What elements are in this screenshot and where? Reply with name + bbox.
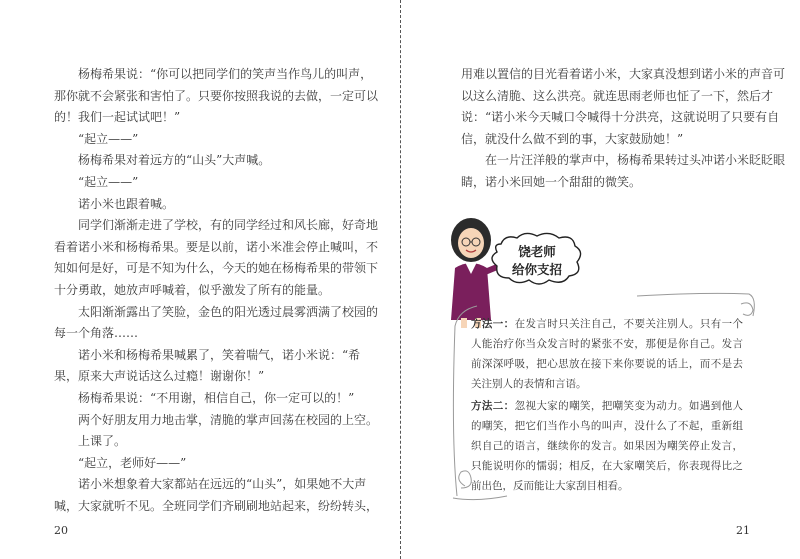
text-line: 喊，大家就听不见。全班同学们齐刷刷地站起来，纷纷转头， xyxy=(54,498,379,513)
method-one-label: 方法一： xyxy=(471,318,515,330)
text-line: “起立，老师好——” xyxy=(78,455,187,470)
right-page-body xyxy=(461,64,786,194)
text-line: 每一个角落…… xyxy=(54,326,139,341)
text-line: 两个好朋友用力地击掌，清脆的掌声回荡在校园的上空。 xyxy=(78,412,379,427)
text-line: 杨梅希果说：“不用谢，相信自己，你一定可以的！” xyxy=(78,390,355,405)
text-line: 太阳渐渐露出了笑脸，金色的阳光透过晨雾洒满了校园的 xyxy=(78,304,379,319)
right-page xyxy=(401,0,800,559)
text-line: 看着诺小米和杨梅希果。要是以前，诺小米准会停止喊叫，不 xyxy=(54,239,379,254)
text-line: 诺小米也跟着喊。 xyxy=(78,196,175,211)
left-page-number: 20 xyxy=(54,524,68,537)
text-line: 在一片汪洋般的掌声中，杨梅希果转过头冲诺小米眨眨眼 xyxy=(485,153,786,168)
text-line: 用难以置信的目光看着诺小米，大家真没想到诺小米的声音可 xyxy=(461,67,786,81)
method-two-text: 忽视大家的嘲笑，把嘲笑变为动力。如遇到他人的嘲笑，把它们当作小鸟的叫声，没什么了不起，重新组织自己的语言，继续你的发言。如果因为嘲笑停止发言，只能说明你的懦弱；相反，在大家嘲笑后，你表现得比之前出色，反而能让大家刮目相看。 xyxy=(471,400,744,492)
text-line: 同学们渐渐走进了学校，有的同学经过和风长廊，好奇地 xyxy=(78,218,379,233)
right-page-number: 21 xyxy=(736,524,750,537)
left-page-body xyxy=(54,64,379,517)
text-line: 上课了。 xyxy=(78,434,127,449)
text-line: 的！我们一起试试吧！” xyxy=(54,110,181,125)
text-line: 十分勇敢，她放声呼喊着，似乎激发了所有的能量。 xyxy=(54,282,331,297)
text-line: 杨梅希果说：“你可以把同学们的笑声当作鸟儿的叫声， xyxy=(78,67,373,81)
text-line: 杨梅希果对着远方的“山头”大声喊。 xyxy=(78,153,271,168)
text-line: 诺小米想象着大家都站在远远的“山头”，如果她不大声 xyxy=(78,477,367,492)
method-two-label: 方法二： xyxy=(471,400,515,412)
text-line: 信，就没什么做不到的事，大家鼓励她！” xyxy=(461,131,684,146)
text-line: 果，原来大声说话这么过瘾！谢谢你！” xyxy=(54,369,265,384)
tips-speech-bubble xyxy=(487,230,587,290)
method-one-text: 在发言时只关注自己，不要关注别人。只有一个人能治疗你当众发言时的紧张不安，那便是你自己。发言前深深呼吸，把心思放在接下来你要说的话上，而不是去关注别人的表情和言语。 xyxy=(471,318,744,390)
text-line: 那你就不会紧张和害怕了。只要你按照我说的去做，一定可以 xyxy=(54,88,379,103)
text-line: 知如何是好，可是不知为什么，今天的她在杨梅希果的带领下 xyxy=(54,261,379,276)
tips-methods xyxy=(471,314,743,498)
method-two xyxy=(471,396,743,496)
method-one xyxy=(471,314,743,394)
text-line: “起立——” xyxy=(78,131,139,146)
text-line: 睛，诺小米回她一个甜甜的微笑。 xyxy=(461,174,642,189)
text-line: 说：“诺小米今天喊口令喊得十分洪亮，这就说明了只要有自 xyxy=(461,110,780,125)
text-line: “起立——” xyxy=(78,174,139,189)
text-line: 以这么清脆、这么洪亮。就连思雨老师也怔了一下，然后才 xyxy=(461,88,774,103)
bubble-title-line1: 饶老师 xyxy=(518,244,556,259)
bubble-title-line2: 给你支招 xyxy=(511,262,562,277)
text-line: 诺小米和杨梅希果喊累了，笑着喘气，诺小米说：“希 xyxy=(78,347,361,362)
